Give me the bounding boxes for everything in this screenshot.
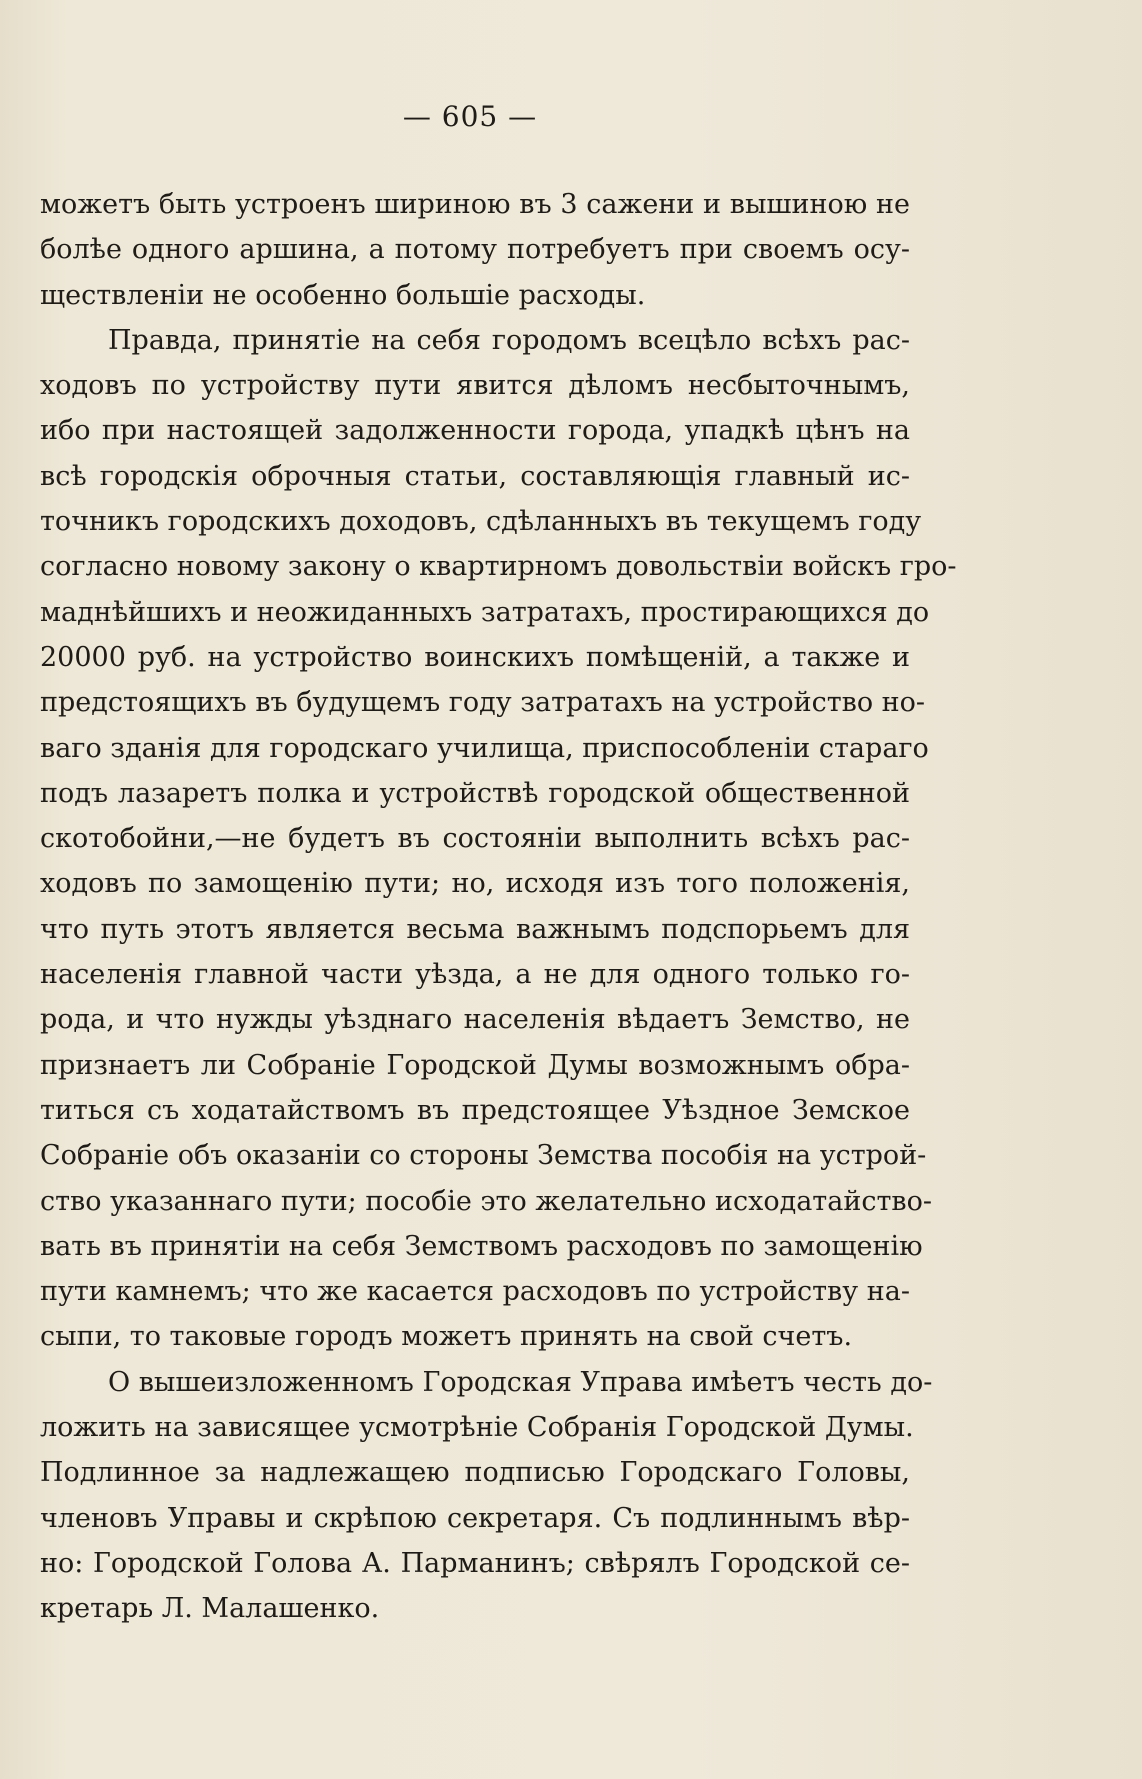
text-line: скотобойни,—не будетъ въ состояніи выполнить всѣхъ рас-	[40, 823, 910, 855]
text-line: титься съ ходатайствомъ въ предстоящее Уѣздное Земское	[40, 1094, 910, 1126]
text-line: Правда, принятіе на себя городомъ всецѣло всѣхъ рас-	[108, 324, 910, 356]
text-line: можетъ быть устроенъ шириною въ 3 сажени и вышиною не	[40, 189, 910, 220]
text-line: рода, и что нужды уѣзднаго населенія вѣдаетъ Земство, не	[40, 1004, 910, 1036]
text-line: ваго зданія для городскаго училища, приспособленіи стараго	[40, 732, 929, 764]
text-line: согласно новому закону о квартирномъ довольствіи войскъ гро-	[40, 551, 957, 583]
text-line: членовъ Управы и скрѣпою секретаря. Съ подлиннымъ вѣр-	[40, 1502, 910, 1534]
text-line: что путь этотъ является весьма важнымъ подспорьемъ для	[40, 913, 910, 945]
body-text	[40, 182, 957, 1632]
text-line: О вышеизложенномъ Городская Управа имѣетъ честь до-	[108, 1366, 933, 1398]
text-line: ществленіи не особенно большіе расходы.	[40, 279, 646, 311]
text-line: но: Городской Голова А. Парманинъ; свѣрялъ Городской се-	[40, 1547, 910, 1579]
paragraph	[40, 182, 910, 318]
text-line: ложить на зависящее усмотрѣніе Собранія Городской Думы.	[40, 1412, 914, 1444]
paragraph	[40, 1360, 933, 1632]
text-line: ходовъ по замощенію пути; но, исходя изъ того положенія,	[40, 868, 910, 900]
text-line: ство указаннаго пути; пособіе это желательно исходатайство-	[40, 1185, 932, 1217]
paragraph	[40, 318, 957, 1360]
page-number: — 605 —	[402, 100, 538, 133]
text-line: всѣ городскія оброчныя статьи, составляющія главный ис-	[40, 460, 910, 492]
text-line: признаетъ ли Собраніе Городской Думы возможнымъ обра-	[40, 1049, 910, 1081]
text-line: сыпи, то таковые городъ можетъ принять на свой счетъ.	[40, 1321, 853, 1353]
text-line: населенія главной части уѣзда, а не для одного только го-	[40, 959, 910, 991]
text-line: Подлинное за надлежащею подписью Городскаго Головы,	[40, 1457, 910, 1489]
text-line: кретарь Л. Малашенко.	[40, 1593, 380, 1625]
text-line: Собраніе объ оказаніи со стороны Земства пособія на устрой-	[40, 1140, 927, 1172]
text-line: 20000 руб. на устройство воинскихъ помѣщеній, а также и	[40, 641, 910, 673]
text-line: болѣе одного аршина, а потому потребуетъ при своемъ осу-	[40, 234, 910, 266]
text-line: пути камнемъ; что же касается расходовъ по устройству на-	[40, 1276, 910, 1308]
text-line: ибо при настоящей задолженности города, упадкѣ цѣнъ на	[40, 415, 910, 447]
text-line: точникъ городскихъ доходовъ, сдѣланныхъ въ текущемъ году	[40, 506, 922, 538]
text-line: вать въ принятіи на себя Земствомъ расходовъ по замощенію	[40, 1230, 923, 1262]
text-line: подъ лазаретъ полка и устройствѣ городской общественной	[40, 777, 910, 809]
text-line: предстоящихъ въ будущемъ году затратахъ на устройство но-	[40, 687, 926, 719]
text-line: ходовъ по устройству пути явится дѣломъ несбыточнымъ,	[40, 370, 910, 402]
text-line: маднѣйшихъ и неожиданныхъ затратахъ, простирающихся до	[40, 596, 930, 628]
